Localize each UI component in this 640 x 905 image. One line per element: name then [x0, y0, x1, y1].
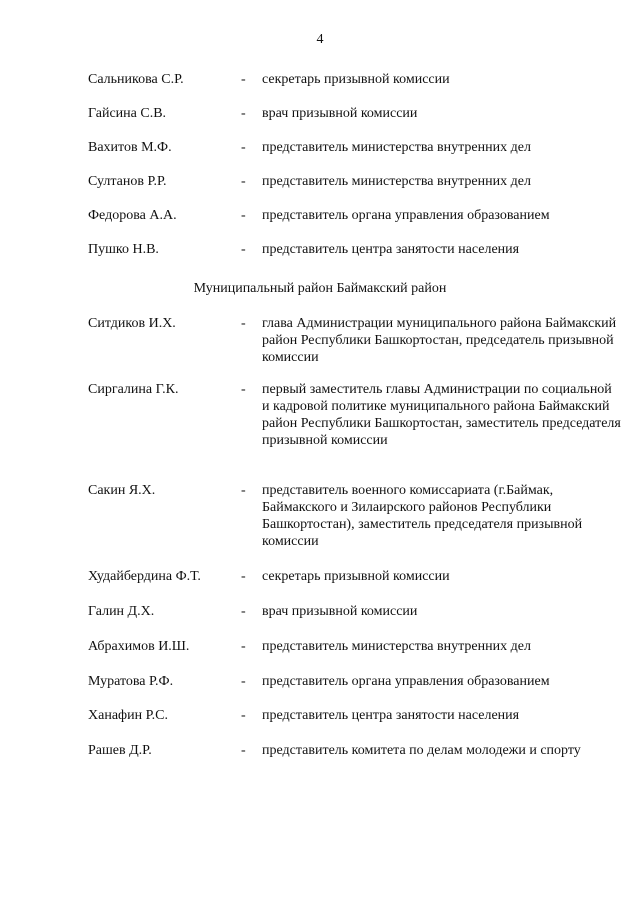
member-dash: - [241, 316, 246, 331]
member-name: Федорова А.А. [88, 208, 177, 223]
member-dash: - [241, 708, 246, 723]
member-row [0, 139, 640, 173]
section-heading: Муниципальный район Баймакский район [193, 281, 447, 296]
member-dash: - [241, 674, 246, 689]
member-row [0, 742, 640, 782]
member-dash: - [241, 106, 246, 121]
member-row [0, 638, 640, 673]
member-row [0, 241, 640, 275]
member-name: Вахитов М.Ф. [88, 140, 172, 155]
member-dash: - [241, 242, 246, 257]
member-name: Муратова Р.Ф. [88, 674, 174, 689]
page-number: 4 [316, 32, 324, 47]
member-row [0, 482, 640, 568]
member-row [0, 207, 640, 241]
member-dash: - [241, 743, 246, 758]
member-row [0, 105, 640, 139]
member-dash: - [241, 140, 246, 155]
member-role: представитель органа управления образованием [262, 674, 550, 689]
member-role: секретарь призывной комиссии [262, 569, 450, 584]
member-name: Рашев Д.Р. [88, 743, 152, 758]
member-dash: - [241, 72, 246, 87]
member-row [0, 71, 640, 105]
member-row [0, 707, 640, 742]
member-name: Галин Д.Х. [88, 604, 155, 619]
member-role: врач призывной комиссии [262, 106, 418, 121]
member-name: Худайбердина Ф.Т. [88, 569, 201, 584]
member-dash: - [241, 639, 246, 654]
member-name: Сальникова С.Р. [88, 72, 184, 87]
member-role: секретарь призывной комиссии [262, 72, 450, 87]
member-name: Пушко Н.В. [88, 242, 159, 257]
member-row [0, 603, 640, 638]
member-row [0, 568, 640, 603]
member-row [0, 381, 640, 482]
member-role: представитель центра занятости населения [262, 708, 520, 723]
member-dash: - [241, 382, 246, 397]
member-name: Сиргалина Г.К. [88, 382, 179, 397]
member-name: Ситдиков И.Х. [88, 316, 176, 331]
member-dash: - [241, 604, 246, 619]
member-role: представитель министерства внутренних дел [262, 639, 531, 654]
member-name: Абрахимов И.Ш. [88, 639, 190, 654]
member-role: представитель министерства внутренних дел [262, 140, 531, 155]
member-dash: - [241, 174, 246, 189]
member-list-section-b [0, 315, 640, 782]
member-list-section-a [0, 71, 640, 275]
member-row [0, 673, 640, 707]
member-role: врач призывной комиссии [262, 604, 418, 619]
member-role: представитель военного комиссариата (г.Баймак, Баймакского и Зилаирского районов Республики Башкортостан), заместитель председателя призывной комиссии [262, 483, 583, 549]
member-name: Гайсина С.В. [88, 106, 167, 121]
member-name: Султанов Р.Р. [88, 174, 167, 189]
member-role: первый заместитель главы Администрации по социальной и кадровой политике муниципального района Баймакский район Республики Башкортостан, заместитель председателя призывной комиссии [262, 382, 621, 448]
member-role: глава Администрации муниципального района Баймакский район Республики Башкортостан, председатель призывной комиссии [262, 316, 617, 365]
member-role: представитель центра занятости населения [262, 242, 520, 257]
member-dash: - [241, 483, 246, 498]
member-row [0, 173, 640, 207]
member-role: представитель органа управления образованием [262, 208, 550, 223]
member-dash: - [241, 569, 246, 584]
member-role: представитель министерства внутренних дел [262, 174, 531, 189]
member-name: Сакин Я.Х. [88, 483, 156, 498]
member-row [0, 315, 640, 381]
member-dash: - [241, 208, 246, 223]
member-role: представитель комитета по делам молодежи и спорту [262, 743, 581, 758]
member-name: Ханафин Р.С. [88, 708, 168, 723]
